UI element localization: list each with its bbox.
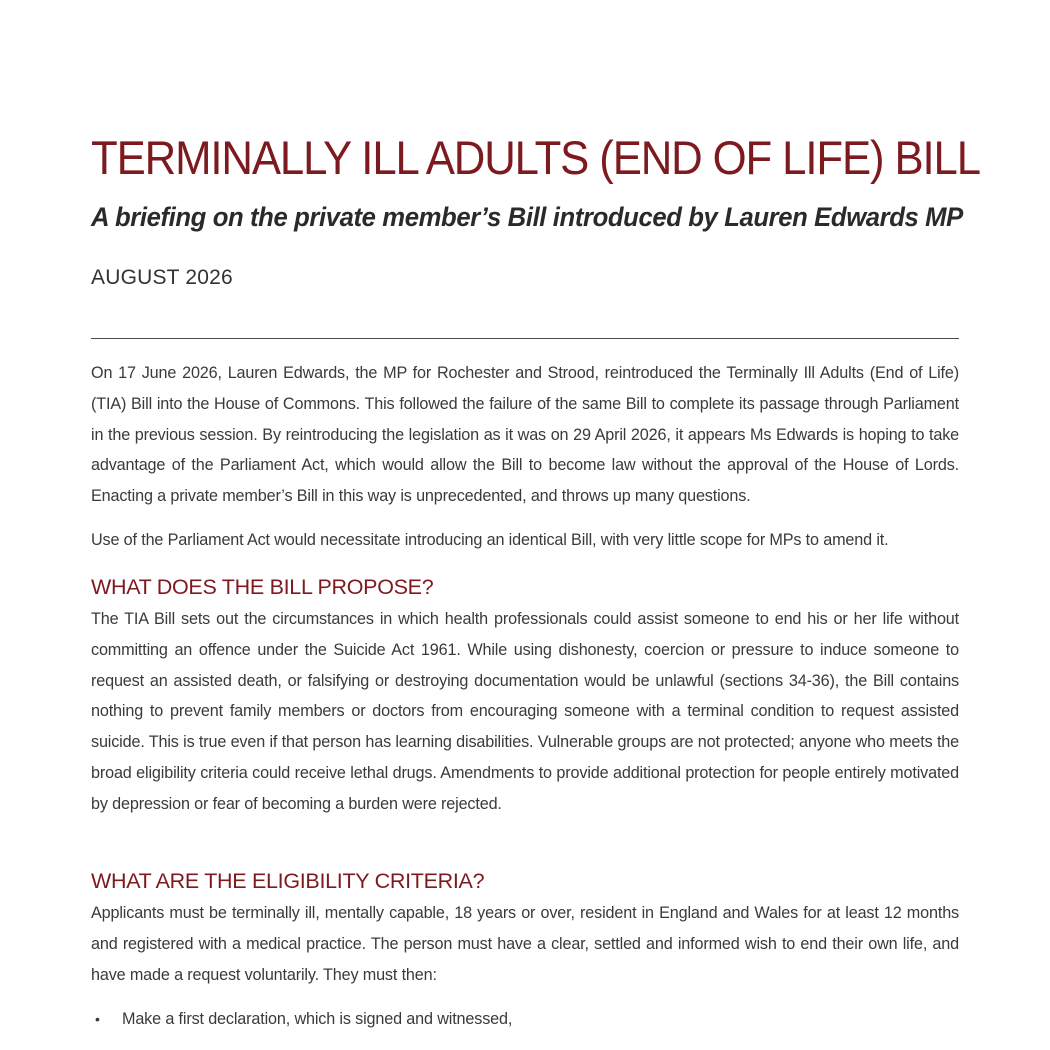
bullet-icon: • [95,1011,100,1027]
header-divider [91,338,959,339]
document-subtitle: A briefing on the private member’s Bill introduced by Lauren Edwards MP [91,202,963,232]
section-paragraph-eligibility: Applicants must be terminally ill, mentally capable, 18 years or over, resident in England and Wales for at least 12 months and registered with a medical practice. The person must have a clear, settled and informed wish to end their own life, and have made a request voluntarily. They must then: [91,904,959,984]
section-paragraph-bill-proposal: The TIA Bill sets out the circumstances in which health professionals could assist someone to end his or her life without committing an offence under the Suicide Act 1961. While using dishonesty, coercion or pressure to induce someone to request an assisted death, or falsifying or destroying documentation would be unlawful (sections 34-36), the Bill contains nothing to prevent family members or doctors from encouraging someone with a terminal condition to request assisted suicide. This is true even if that person has learning disabilities. Vulnerable groups are not protected; anyone who meets the broad eligibility criteria could receive lethal drugs. Amendments to provide additional protection for people entirely motivated by depression or fear of becoming a burden were rejected. [91,610,959,813]
list-item [91,1004,959,1035]
publication-date: AUGUST 2026 [91,266,233,289]
section-heading-eligibility: WHAT ARE THE ELIGIBILITY CRITERIA? [91,869,485,893]
eligibility-steps-list [91,1004,959,1035]
intro-paragraph-1: On 17 June 2026, Lauren Edwards, the MP for Rochester and Strood, reintroduced the Terminally Ill Adults (End of Life) (TIA) Bill into the House of Commons. This followed the failure of the same Bill to complete its passage through Parliament in the previous session. By reintroducing the legislation as it was on 29 April 2026, it appears Ms Edwards is hoping to take advantage of the Parliament Act, which would allow the Bill to become law without the approval of the House of Lords. Enacting a private member’s Bill in this way is unprecedented, and throws up many questions. [91,364,959,506]
section-heading-bill-proposal: WHAT DOES THE BILL PROPOSE? [91,575,434,599]
document-title: TERMINALLY ILL ADULTS (END OF LIFE) BILL [91,131,980,184]
list-item-text: Make a first declaration, which is signed and witnessed, [122,1010,513,1028]
intro-paragraph-2: Use of the Parliament Act would necessitate introducing an identical Bill, with very little scope for MPs to amend it. [91,531,889,549]
